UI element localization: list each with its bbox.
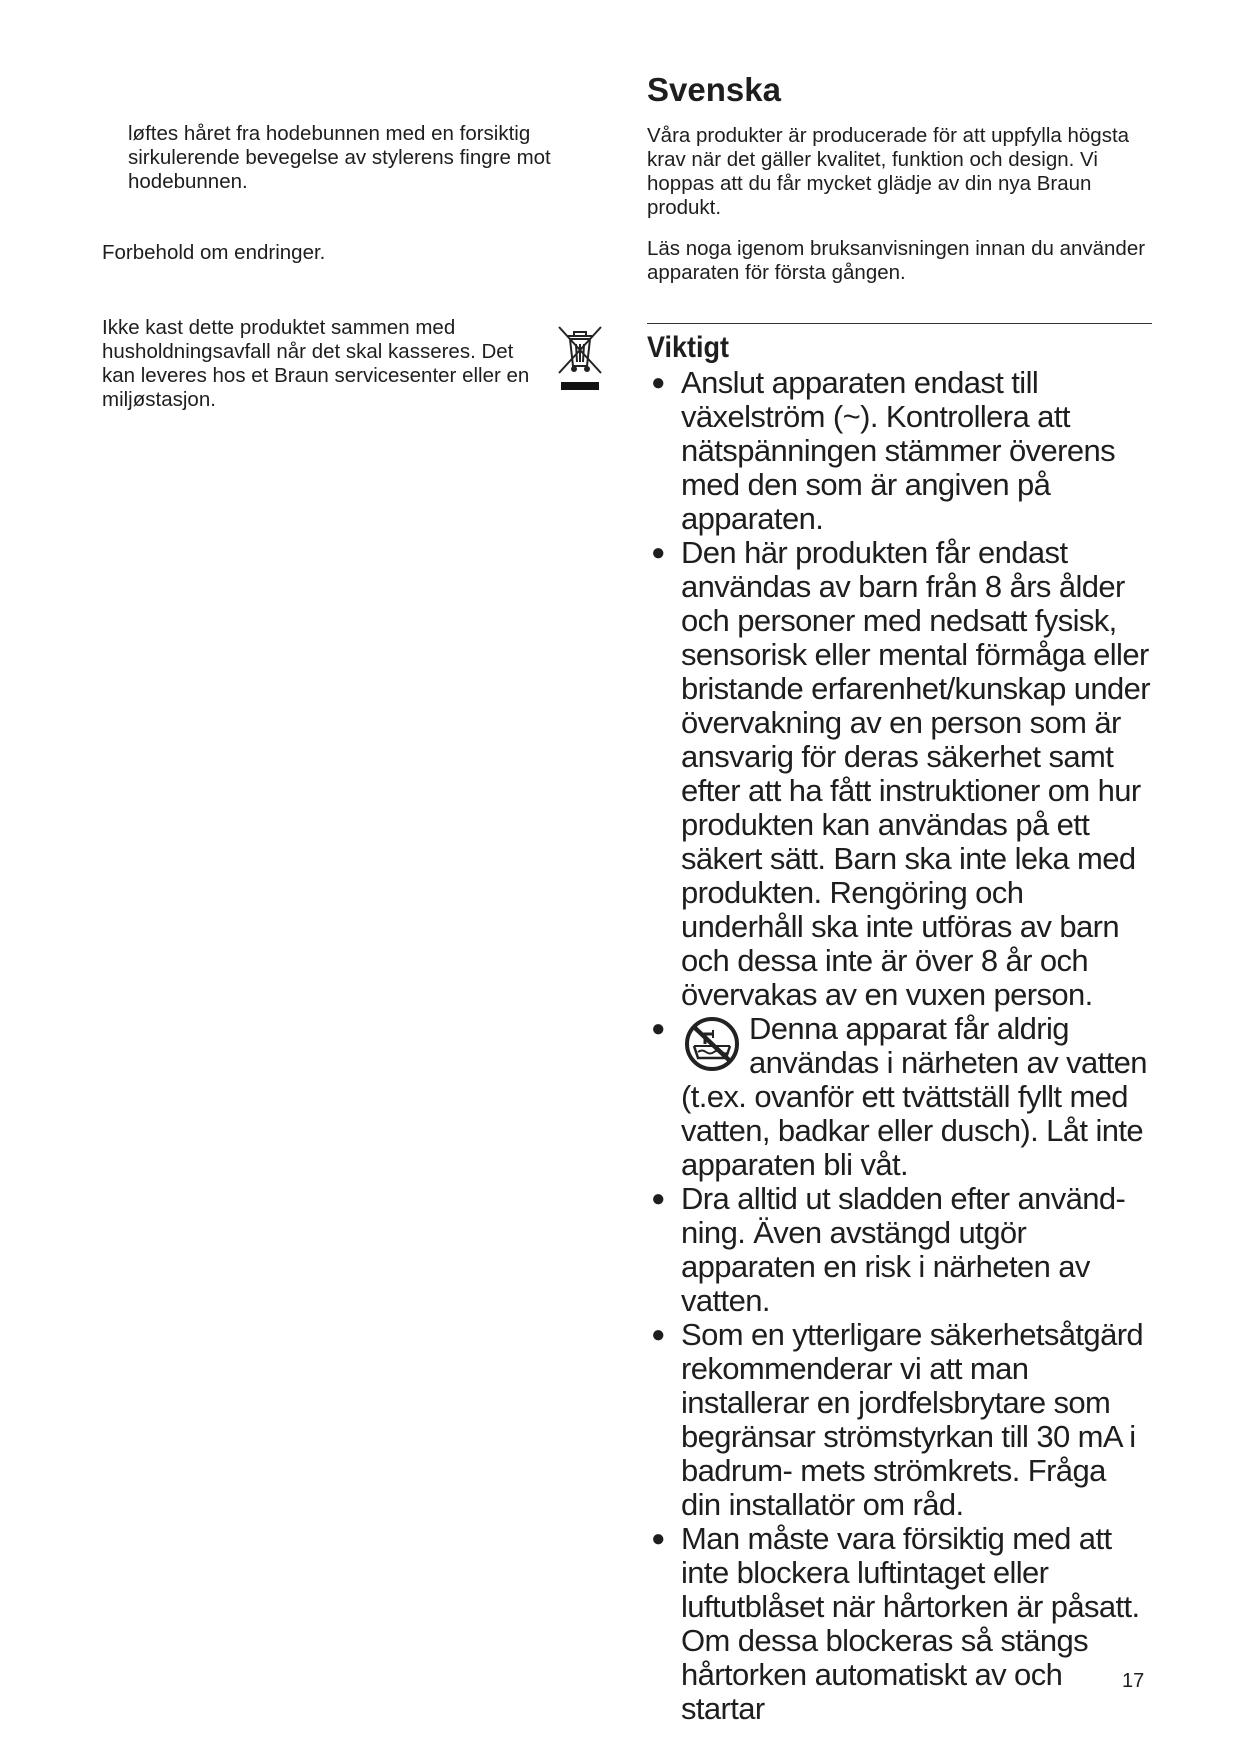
no-use-near-water-icon xyxy=(681,1016,743,1072)
read-instructions-paragraph: Läs noga igenom bruksanvisningen innan du använder apparaten för första gången. xyxy=(647,237,1146,284)
section-title: Svenska xyxy=(647,71,781,108)
bullet-dot-icon: ● xyxy=(651,369,665,396)
bullet-dot-icon: ● xyxy=(651,1015,665,1042)
bullet-dot-icon: ● xyxy=(651,539,665,566)
bullet-dot-icon: ● xyxy=(651,1525,665,1552)
changes-note: Forbehold om endringer. xyxy=(102,241,326,264)
list-item xyxy=(647,536,1152,1012)
section-divider xyxy=(647,323,1152,324)
list-item xyxy=(647,1012,1152,1182)
safety-bullet-list xyxy=(647,366,1152,1726)
bullet-text: Denna apparat får aldrig användas i närheten av vatten (t.ex. ovanför ett tvättställ fyllt med vatten, badkar eller dusch). Låt inte apparaten bli våt. xyxy=(681,1011,1147,1182)
crossed-out-wheelie-bin-icon xyxy=(554,322,606,394)
bullet-dot-icon: ● xyxy=(651,1185,665,1212)
important-heading: Viktigt xyxy=(647,331,730,364)
disposal-text: Ikke kast dette produktet sammen med husholdningsavfall når det skal kasseres. Det kan leveres hos et Braun servicesenter eller en miljøstasjon. xyxy=(102,316,530,411)
list-item xyxy=(647,1522,1152,1726)
bullet-text: Anslut apparaten endast till växelström (~). Kontrollera att nätspänningen stämmer överens med den som är angiven på apparaten. xyxy=(681,365,1116,536)
disposal-notice xyxy=(102,316,622,412)
bullet-text: Man måste vara försiktig med att inte blockera luftintaget eller luftutblåset när hårtorken är påsatt. Om dessa blockeras så stängs hårtorken automatiskt av och startar xyxy=(681,1521,1140,1726)
bullet-text: Den här produkten får endast användas av barn från 8 års ålder och personer med nedsatt fysisk, sensorisk eller mental förmåga eller bristande erfarenhet/kunskap under övervakning av en person som är ansvarig för deras säkerhet samt efter att ha fått instruktioner om hur produkten kan användas på ett säkert sätt. Barn ska inte leka med produkten. Rengöring och underhåll ska inte utföras av barn och dessa inte är över 8 år och övervakas av en vuxen person. xyxy=(681,535,1151,1012)
bullet-text: Dra alltid ut sladden efter använd- ning. Även avstängd utgör apparaten en risk i närheten av vatten. xyxy=(681,1181,1126,1318)
list-item xyxy=(647,366,1152,536)
styling-instruction-text: løftes håret fra hodebunnen med en forsiktig sirkulerende bevegelse av stylerens fingre mot hodebunnen. xyxy=(128,122,551,193)
bullet-text: Som en ytterligare säkerhetsåtgärd rekommenderar vi att man installerar en jordfelsbrytare som begränsar strömstyrkan till 30 mA i badrum- mets strömkrets. Fråga din installatör om råd. xyxy=(681,1317,1144,1522)
list-item xyxy=(647,1318,1152,1522)
bullet-dot-icon: ● xyxy=(651,1321,665,1348)
intro-paragraph: Våra produkter är producerade för att uppfylla högsta krav när det gäller kvalitet, funktion och design. Vi hoppas att du får mycket glädje av din nya Braun produkt. xyxy=(647,124,1130,219)
list-item xyxy=(647,1182,1152,1318)
page-number: 17 xyxy=(1122,1670,1145,1692)
